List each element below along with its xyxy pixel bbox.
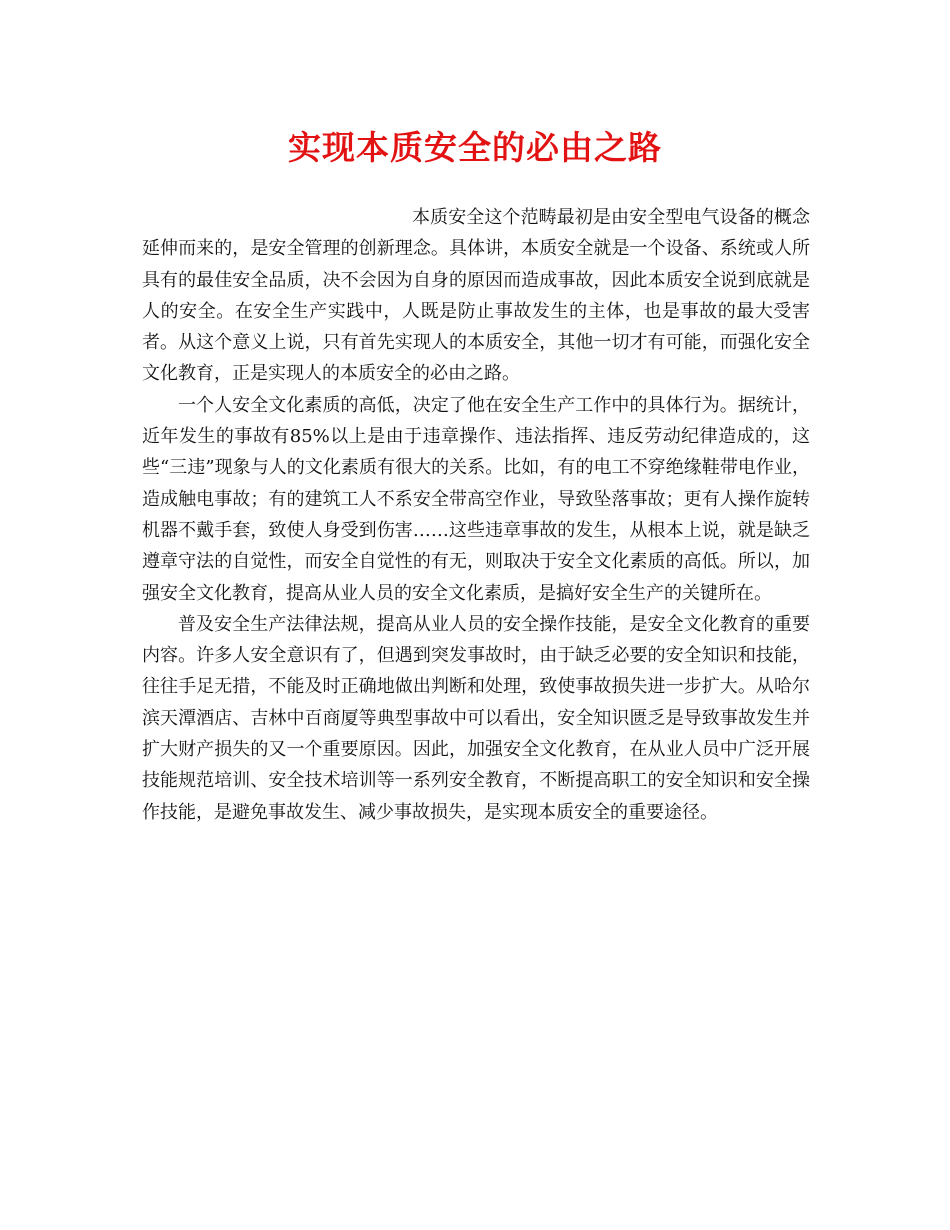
document-body <box>142 202 810 828</box>
paragraph-2: 一个人安全文化素质的高低，决定了他在安全生产工作中的具体行为。据统计，近年发生的事故有85%以上是由于违章操作、违法指挥、违反劳动纪律造成的，这些“三违”现象与人的文化素质有很大的关系。比如，有的电工不穿绝缘鞋带电作业，造成触电事故；有的建筑工人不系安全带高空作业，导致坠落事故；更有人操作旋转机器不戴手套，致使人身受到伤害……这些违章事故的发生，从根本上说，就是缺乏遵章守法的自觉性，而安全自觉性的有无，则取决于安全文化素质的高低。所以，加强安全文化教育，提高从业人员的安全文化素质，是搞好安全生产的关键所在。 <box>142 394 810 604</box>
paragraph-3: 普及安全生产法律法规，提高从业人员的安全操作技能，是安全文化教育的重要内容。许多人安全意识有了，但遇到突发事故时，由于缺乏必要的安全知识和技能，往往手足无措，不能及时正确地做出判断和处理，致使事故损失进一步扩大。从哈尔滨天潭酒店、吉林中百商厦等典型事故中可以看出，安全知识匮乏是导致事故发生并扩大财产损失的又一个重要原因。因此，加强安全文化教育，在从业人员中广泛开展技能规范培训、安全技术培训等一系列安全教育，不断提高职工的安全知识和安全操作技能，是避免事故发生、减少事故损失，是实现本质安全的重要途径。 <box>142 613 810 823</box>
paragraph-1: 本质安全这个范畴最初是由安全型电气设备的概念延伸而来的，是安全管理的创新理念。具体讲，本质安全就是一个设备、系统或人所具有的最佳安全品质，决不会因为自身的原因而造成事故，因此本质安全说到底就是人的安全。在安全生产实践中，人既是防止事故发生的主体，也是事故的最大受害者。从这个意义上说，只有首先实现人的本质安全，其他一切才有可能，而强化安全文化教育，正是实现人的本质安全的必由之路。 <box>142 207 810 385</box>
document-title: 实现本质安全的必由之路 <box>288 128 662 167</box>
